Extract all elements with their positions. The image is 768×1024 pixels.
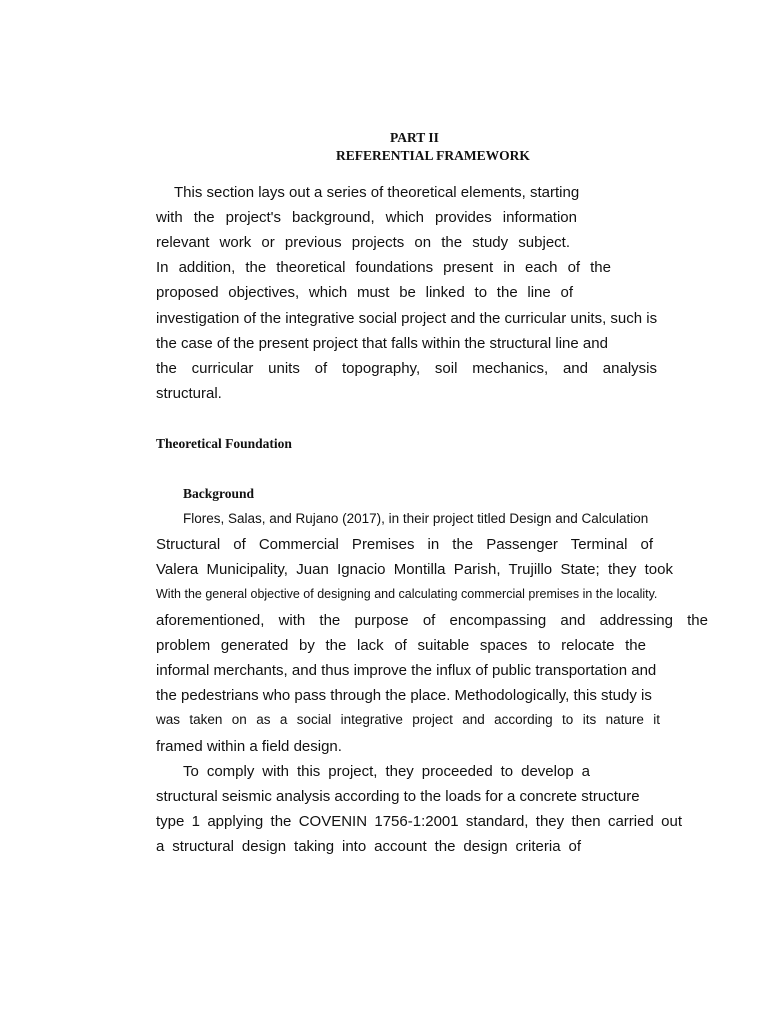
background-line: With the general objective of designing and calculating commercial premises in the locality. (156, 587, 658, 601)
background-line: aforementioned, with the purpose of encompassing and addressing the (156, 612, 708, 629)
intro-line: investigation of the integrative social project and the curricular units, such is (156, 310, 658, 327)
background-line: structural seismic analysis according to the loads for a concrete structure (156, 788, 640, 805)
background-line: was taken on as a social integrative project and according to its nature it (156, 712, 660, 727)
section-title: REFERENTIAL FRAMEWORK (336, 148, 530, 163)
background-line: Flores, Salas, and Rujano (2017), in their project titled Design and Calculation (183, 511, 649, 526)
background-line: type 1 applying the COVENIN 1756-1:2001 standard, they then carried out (156, 813, 682, 830)
background-line: the pedestrians who pass through the place. Methodologically, this study is (156, 687, 652, 704)
background-heading: Background (183, 486, 255, 501)
intro-line: structural. (156, 385, 222, 402)
background-line: problem generated by the lack of suitable spaces to relocate the (156, 637, 646, 654)
intro-line: In addition, the theoretical foundations present in each of the (156, 259, 611, 276)
intro-line: with the project's background, which provides information (156, 209, 577, 226)
theoretical-foundation-heading: Theoretical Foundation (156, 436, 292, 451)
background-line: framed within a field design. (156, 738, 342, 755)
part-label: PART II (390, 130, 439, 145)
intro-line: the curricular units of topography, soil mechanics, and analysis (156, 360, 657, 377)
intro-line: relevant work or previous projects on the study subject. (156, 234, 570, 251)
background-line: Structural of Commercial Premises in the Passenger Terminal of (156, 536, 653, 553)
background-line: informal merchants, and thus improve the influx of public transportation and (156, 662, 657, 679)
intro-line: the case of the present project that falls within the structural line and (156, 335, 608, 352)
background-line: Valera Municipality, Juan Ignacio Montilla Parish, Trujillo State; they took (156, 561, 673, 578)
intro-line: This section lays out a series of theoretical elements, starting (174, 184, 580, 201)
background-line: a structural design taking into account the design criteria of (156, 838, 581, 855)
background-line: To comply with this project, they proceeded to develop a (183, 763, 590, 780)
intro-line: proposed objectives, which must be linked to the line of (156, 284, 573, 301)
